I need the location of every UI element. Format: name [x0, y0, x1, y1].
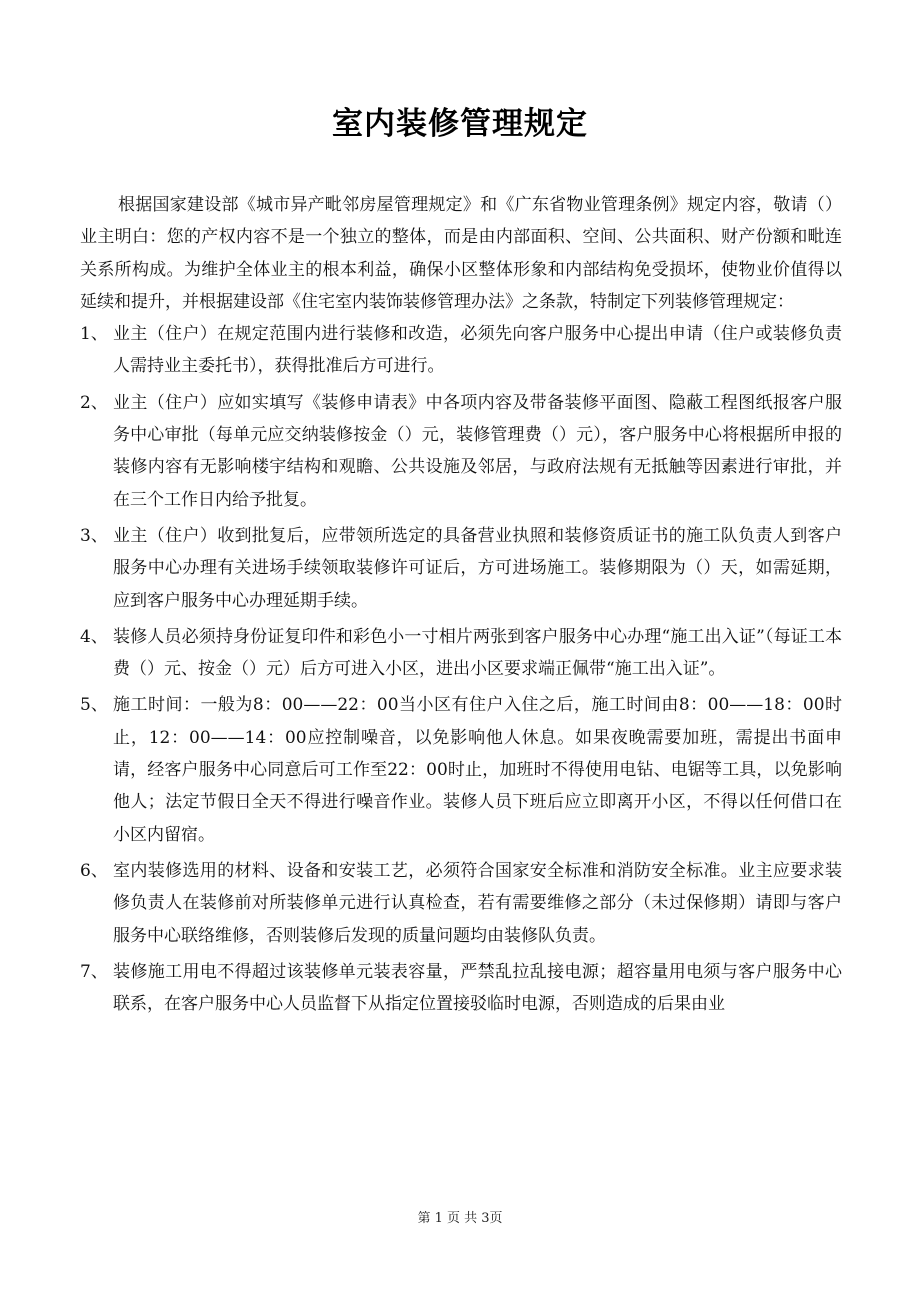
rule-number: 1、	[80, 324, 108, 345]
rule-item-6	[80, 855, 842, 952]
rule-text: 装修施工用电不得超过该装修单元装表容量，严禁乱拉乱接电源；超容量用电须与客户服务中心联系，在客户服务中心人员监督下从指定位置接驳临时电源，否则造成的后果由业	[113, 961, 842, 1015]
rule-text: 业主（住户）应如实填写《装修申请表》中各项内容及带备装修平面图、隐蔽工程图纸报客户服务中心审批（每单元应交纳装修按金（）元，装修管理费（）元），客户服务中心将根据所申报的装修内容有无影响楼宇结构和观瞻、公共设施及邻居，与政府法规有无抵触等因素进行审批，并在三个工作日内给予批复。	[113, 392, 842, 510]
rule-text: 业主（住户）在规定范围内进行装修和改造，必须先向客户服务中心提出申请（住户或装修负责人需持业主委托书），获得批准后方可进行。	[113, 324, 842, 377]
document-title: 室内装修管理规定	[332, 106, 588, 142]
rule-item-3	[80, 520, 842, 617]
rule-item-4	[80, 621, 842, 686]
rule-number: 5、	[80, 695, 108, 716]
rule-text: 业主（住户）收到批复后，应带领所选定的具备营业执照和装修资质证书的施工队负责人到客户服务中心办理有关进场手续领取装修许可证后，方可进场施工。装修期限为（）天，如需延期，应到客户服务中心办理延期手续。	[113, 525, 842, 611]
rule-text: 室内装修选用的材料、设备和安装工艺，必须符合国家安全标准和消防安全标准。业主应要求装修负责人在装修前对所装修单元进行认真检查，若有需要维修之部分（未过保修期）请即与客户服务中心联络维修，否则装修后发现的质量问题均由装修队负责。	[113, 860, 842, 946]
rule-number: 2、	[80, 392, 108, 413]
rule-item-2	[80, 387, 842, 516]
rule-number: 6、	[80, 860, 108, 881]
intro-paragraph: 根据国家建设部《城市异产毗邻房屋管理规定》和《广东省物业管理条例》规定内容，敬请（）业主明白：您的产权内容不是一个独立的整体，而是由内部面积、空间、公共面积、财产份额和毗连关系所构成。为维护全体业主的根本利益，确保小区整体形象和内部结构免受损坏，使物业价值得以延续和提升，并根据建设部《住宅室内装饰装修管理办法》之条款，特制定下列装修管理规定：	[80, 195, 842, 312]
rule-item-1	[80, 318, 842, 383]
rule-item-5	[80, 689, 842, 850]
page-footer: 第 1 页 共 3页	[417, 1211, 503, 1226]
rule-item-7	[80, 956, 842, 1021]
document-body	[80, 189, 842, 1024]
rule-number: 7、	[80, 961, 108, 982]
rule-text: 装修人员必须持身份证复印件和彩色小一寸相片两张到客户服务中心办理“施工出入证”（每证工本费（）元、按金（）元）后方可进入小区，进出小区要求端正佩带“施工出入证”。	[113, 626, 842, 680]
rule-number: 3、	[80, 525, 108, 546]
rule-number: 4、	[80, 626, 108, 647]
rule-text: 施工时间：一般为8：00——22：00当小区有住户入住之后，施工时间由8：00——18：00时止，12：00——14：00应控制噪音，以免影响他人休息。如果夜晚需要加班，需提出书面申请，经客户服务中心同意后可工作至22：00时止，加班时不得使用电钻、电锯等工具，以免影响他人；法定节假日全天不得进行噪音作业。装修人员下班后应立即离开小区，不得以任何借口在小区内留宿。	[113, 695, 842, 845]
